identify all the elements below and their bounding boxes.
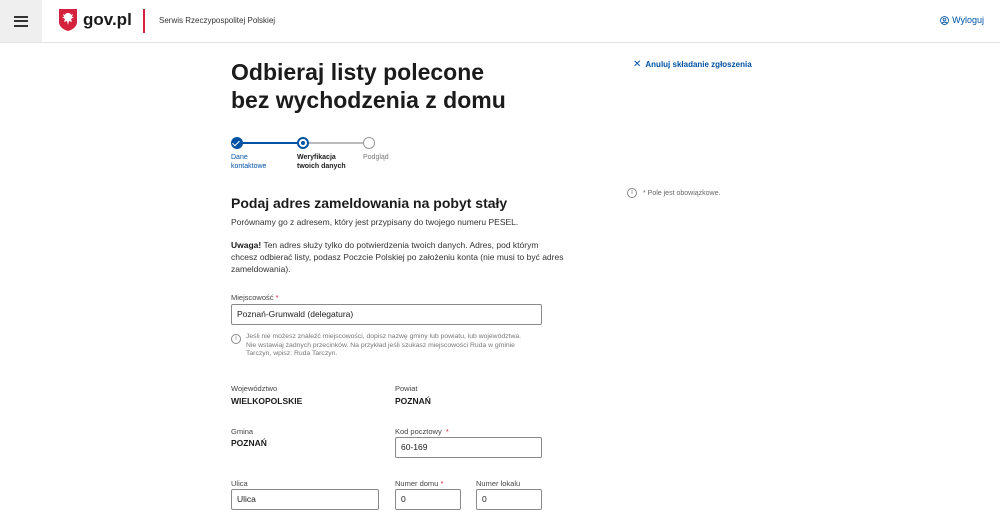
govpl-logo[interactable] (58, 8, 132, 32)
warning-bold: Uwaga! (231, 240, 262, 250)
stepper-line-todo (309, 142, 363, 144)
wojewodztwo-value: WIELKOPOLSKIE (231, 396, 303, 406)
miejscowosc-input[interactable]: Poznań-Grunwald (delegatura) (231, 304, 542, 325)
numer-lokalu-input[interactable]: 0 (476, 489, 542, 510)
miejscowosc-label: Miejscowość * (231, 293, 279, 302)
numer-domu-label: Numer domu * (395, 479, 444, 488)
logout-label: Wyloguj (952, 15, 984, 25)
section-subtitle: Porównamy go z adresem, który jest przypisany do twojego numeru PESEL. (231, 217, 519, 227)
gmina-value: POZNAŃ (231, 438, 267, 448)
kod-pocztowy-label: Kod pocztowy * (395, 427, 449, 436)
header-divider (143, 9, 145, 33)
powiat-value: POZNAŃ (395, 396, 431, 406)
progress-stepper (231, 137, 431, 177)
page-title (231, 58, 551, 114)
hamburger-icon (14, 16, 28, 27)
emblem-icon (58, 8, 78, 32)
logo-text: gov.pl (83, 10, 132, 29)
step-current-icon (297, 137, 309, 149)
menu-button[interactable] (0, 0, 42, 42)
info-icon: i (231, 334, 241, 344)
page-title-line2: bez wychodzenia z domu (231, 87, 506, 113)
step-done-check-icon (231, 137, 243, 149)
step-label-contact: Dane kontaktowe (231, 154, 267, 170)
powiat-label: Powiat (395, 384, 418, 393)
wojewodztwo-label: Województwo (231, 384, 278, 393)
stepper-line-done (243, 142, 297, 144)
ulica-input[interactable]: Ulica (231, 489, 379, 510)
top-bar (0, 0, 1000, 43)
step-label-verification: Weryfikacja twoich danych (297, 154, 346, 170)
cancel-label: Anuluj składanie zgłoszenia (645, 60, 752, 69)
close-icon: ✕ (633, 58, 642, 70)
required-note (627, 188, 720, 198)
ulica-label: Ulica (231, 479, 248, 488)
cancel-application-link[interactable] (633, 60, 752, 69)
warning-body: Ten adres służy tylko do potwierdzenia twoich danych. Adres, pod którym chcesz odbierać listy, podasz Poczcie Polskiej po założeniu konta (nie musi to być adres zameldowania). (231, 240, 564, 274)
warning-text (231, 239, 566, 275)
numer-lokalu-label: Numer lokalu (476, 479, 521, 488)
service-name: Serwis Rzeczypospolitej Polskiej (159, 16, 276, 25)
numer-domu-input[interactable]: 0 (395, 489, 461, 510)
step-todo-icon (363, 137, 375, 149)
page-title-line1: Odbieraj listy polecone (231, 59, 485, 85)
miejscowosc-hint (231, 333, 531, 359)
gmina-label: Gmina (231, 427, 254, 436)
logout-link[interactable] (940, 15, 984, 25)
hint-text: Jeśli nie możesz znaleźć miejscowości, dopisz nazwę gminy lub powiatu, lub województwa. Nie wstawiaj żadnych przecinków. Na przykład jeśli szukasz miejscowości Ruda w gminie Tarczyn, wpisz: Ruda Tarczyn. (246, 333, 522, 357)
kod-pocztowy-input[interactable]: 60-169 (395, 437, 542, 458)
required-note-text: * Pole jest obowiązkowe. (643, 189, 721, 197)
step-label-preview: Podgląd (363, 154, 389, 161)
info-icon: i (627, 188, 637, 198)
user-icon (940, 16, 949, 25)
section-title: Podaj adres zameldowania na pobyt stały (231, 195, 508, 211)
